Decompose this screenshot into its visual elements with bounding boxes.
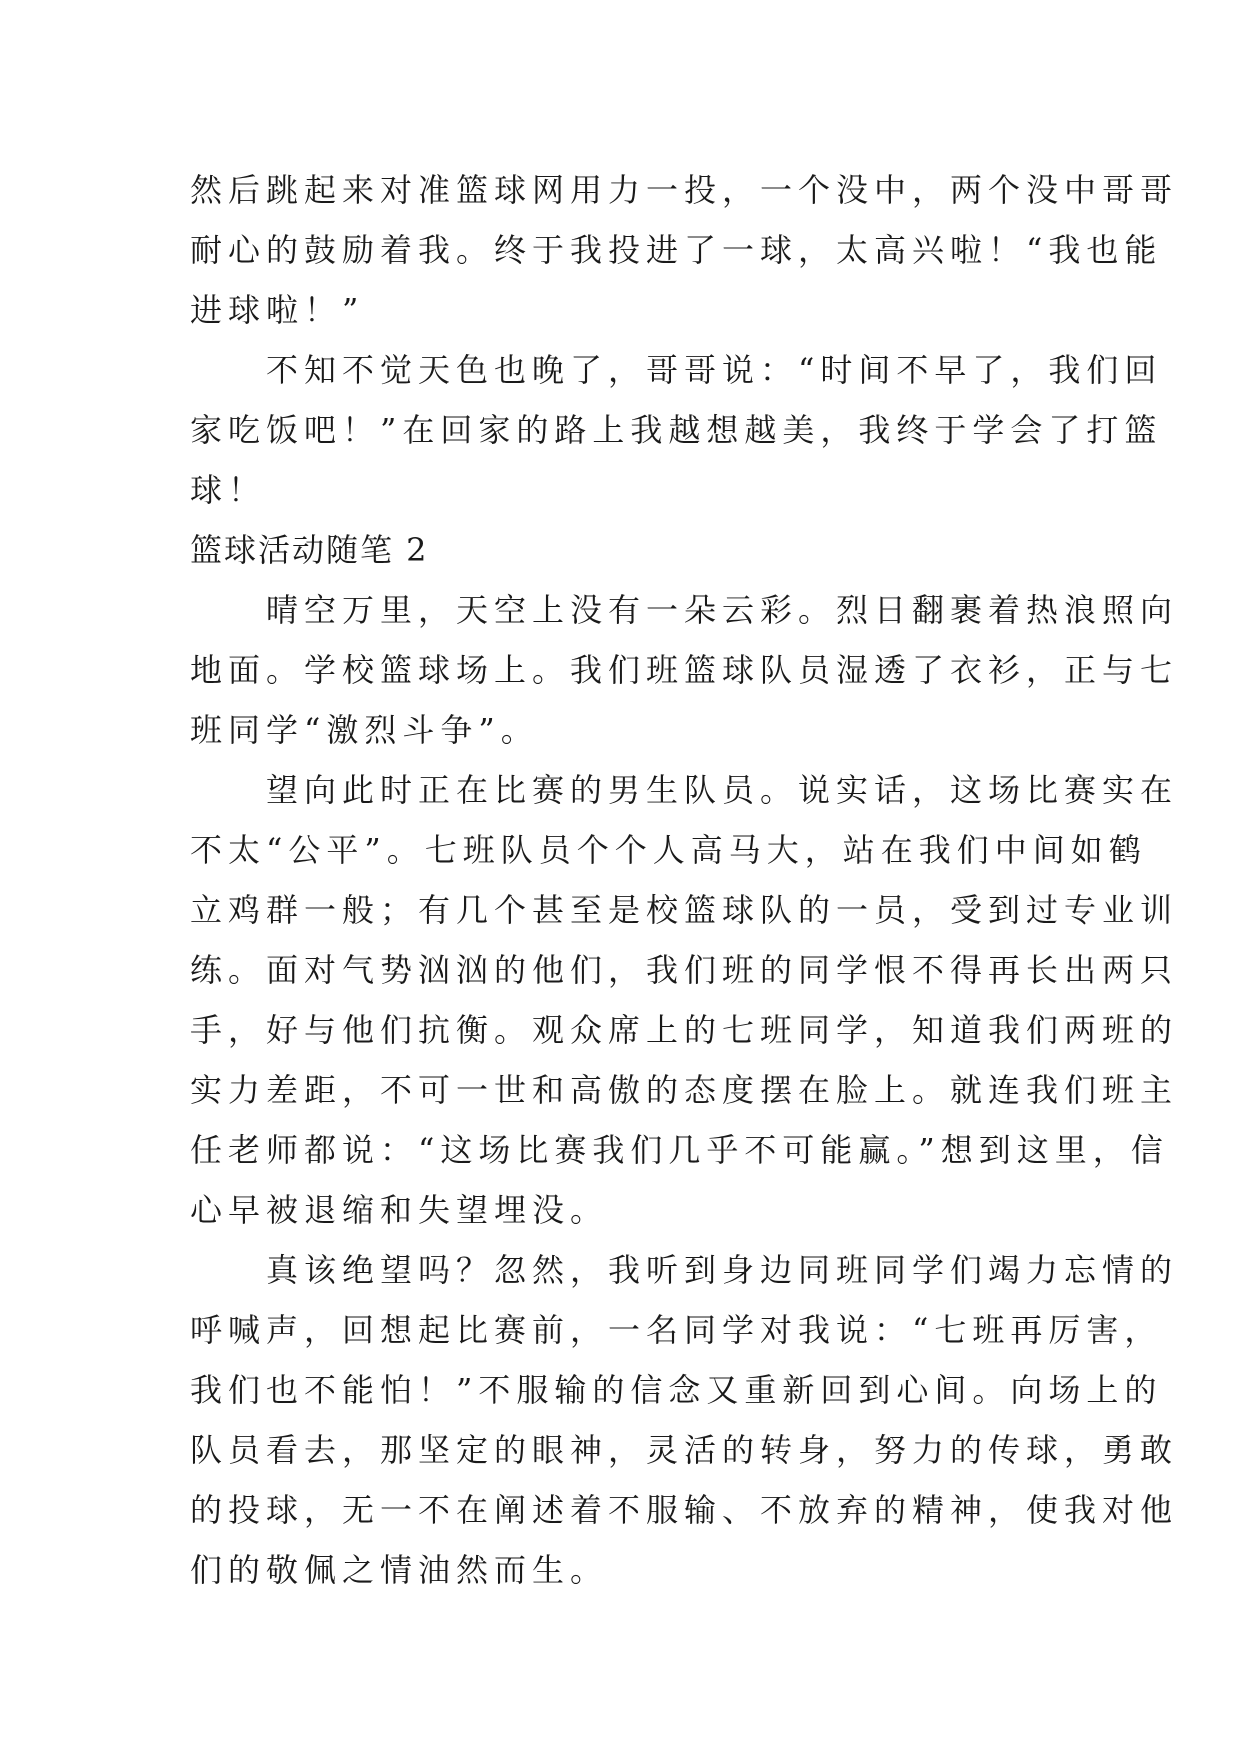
text-line: 球！ bbox=[190, 471, 267, 509]
text-line: 呼喊声，回想起比赛前，一名同学对我说：“七班再厉害， bbox=[190, 1311, 1163, 1349]
text-line: 我们也不能怕！”不服输的信念又重新回到心间。向场上的 bbox=[190, 1371, 1163, 1409]
text-line: 晴空万里，天空上没有一朵云彩。烈日翻裹着热浪照向 bbox=[266, 591, 1179, 629]
text-line: 地面。学校篮球场上。我们班篮球队员湿透了衣衫，正与七 bbox=[190, 651, 1179, 689]
text-line: 实力差距，不可一世和高傲的态度摆在脸上。就连我们班主 bbox=[190, 1071, 1179, 1109]
text-line: 家吃饭吧！”在回家的路上我越想越美，我终于学会了打篮 bbox=[190, 411, 1163, 449]
text-line: 队员看去，那坚定的眼神，灵活的转身，努力的传球，勇敢 bbox=[190, 1431, 1179, 1469]
text-line: 练。面对气势汹汹的他们，我们班的同学恨不得再长出两只 bbox=[190, 951, 1179, 989]
text-line: 任老师都说：“这场比赛我们几乎不可能赢。”想到这里，信 bbox=[190, 1131, 1169, 1169]
text-line: 手，好与他们抗衡。观众席上的七班同学，知道我们两班的 bbox=[190, 1011, 1179, 1049]
text-line: 班同学“激烈斗争”。 bbox=[190, 711, 539, 749]
text-line: 不知不觉天色也晚了，哥哥说：“时间不早了，我们回 bbox=[266, 351, 1163, 389]
text-line: 望向此时正在比赛的男生队员。说实话，这场比赛实在 bbox=[266, 771, 1179, 809]
text-line: 然后跳起来对准篮球网用力一投，一个没中，两个没中哥哥 bbox=[190, 171, 1179, 209]
document-page bbox=[190, 160, 1179, 1600]
section-heading: 篮球活动随笔 2 bbox=[190, 531, 429, 569]
text-line: 们的敬佩之情油然而生。 bbox=[190, 1551, 609, 1589]
text-line: 不太“公平”。七班队员个个人高马大，站在我们中间如鹤 bbox=[190, 831, 1147, 869]
paragraph bbox=[190, 760, 1179, 1240]
paragraph bbox=[190, 1240, 1179, 1600]
paragraph bbox=[190, 340, 1163, 520]
text-line: 真该绝望吗？忽然，我听到身边同班同学们竭力忘情的 bbox=[266, 1251, 1179, 1289]
paragraph bbox=[190, 160, 1179, 340]
text-line: 心早被退缩和失望埋没。 bbox=[190, 1191, 609, 1229]
text-line: 耐心的鼓励着我。终于我投进了一球，太高兴啦！“我也能 bbox=[190, 231, 1163, 269]
text-line: 进球啦！” bbox=[190, 291, 365, 329]
paragraph bbox=[190, 580, 1179, 760]
text-line: 立鸡群一般；有几个甚至是校篮球队的一员，受到过专业训 bbox=[190, 891, 1179, 929]
text-line: 的投球，无一不在阐述着不服输、不放弃的精神，使我对他 bbox=[190, 1491, 1179, 1529]
